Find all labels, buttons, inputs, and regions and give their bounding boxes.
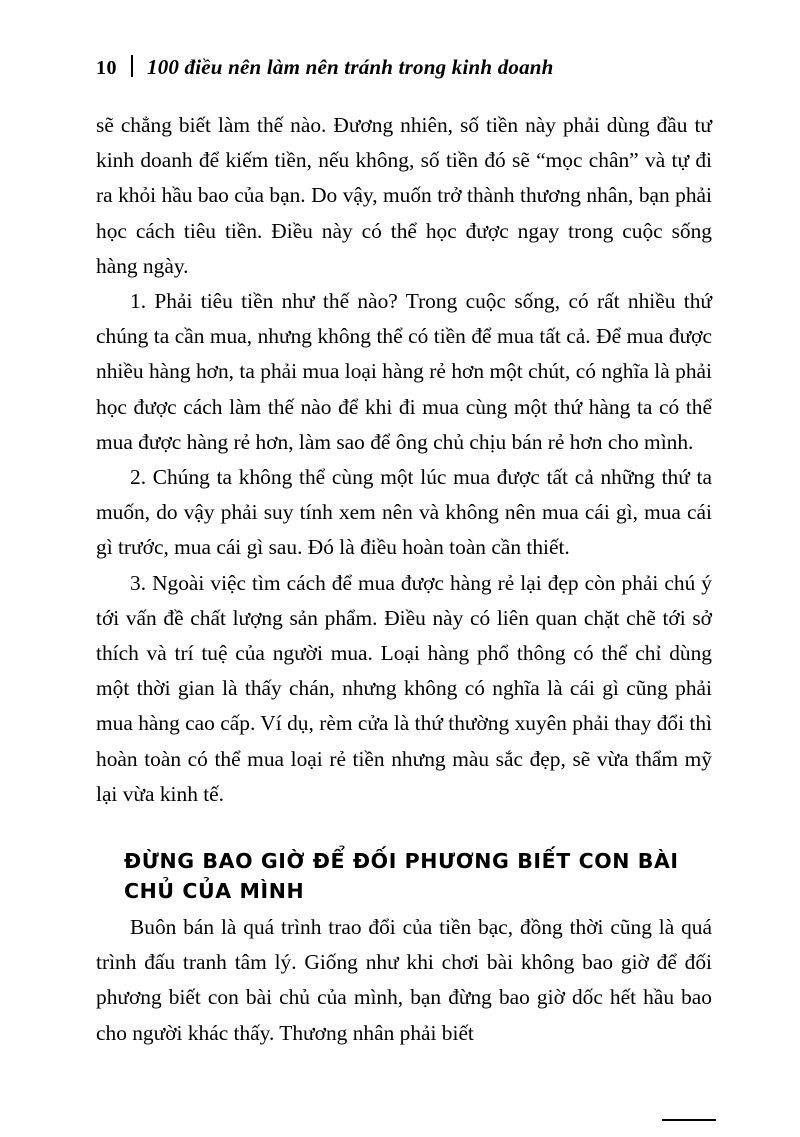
running-book-title: 100 điều nên làm nên tránh trong kinh doanh [147, 55, 554, 79]
paragraph: 3. Ngoài việc tìm cách để mua được hàng rẻ lại đẹp còn phải chú ý tới vấn đề chất lượng sản phẩm. Điều này có liên quan chặt chẽ tới sở thích và trí tuệ của người mua. Loại hàng phổ thông có thể chỉ dùng một thời gian là thấy chán, nhưng không có nghĩa là cái gì cũng phải mua hàng cao cấp. Ví dụ, rèm cửa là thứ thường xuyên phải thay đổi thì hoàn toàn có thể mua loại rẻ tiền nhưng màu sắc đẹp, sẽ vừa thẩm mỹ lại vừa kinh tế. [96, 570, 712, 806]
paragraph: 1. Phải tiêu tiền như thế nào? Trong cuộc sống, có rất nhiều thứ chúng ta cần mua, nhưng không thể có tiền để mua tất cả. Để mua được nhiều hàng hơn, ta phải mua loại hàng rẻ hơn một chút, có nghĩa là phải học được cách làm thế nào để khi đi mua cùng một thứ hàng ta có thể mua được hàng rẻ hơn, làm sao để ông chủ chịu bán rẻ hơn cho mình. [96, 289, 712, 454]
section-heading: ĐỪNG BAO GIỜ ĐỂ ĐỐI PHƯƠNG BIẾT CON BÀI CHỦ CỦA MÌNH [124, 849, 679, 904]
paragraph: 2. Chúng ta không thể cùng một lúc mua được tất cả những thứ ta muốn, do vậy phải suy tính xem nên và không nên mua cái gì, mua cái gì trước, mua cái gì sau. Đó là điều hoàn toàn cần thiết. [96, 465, 712, 560]
page-number: 10 [96, 57, 117, 79]
footer-rule [662, 1119, 716, 1121]
page-header [96, 52, 716, 80]
paragraph: sẽ chẳng biết làm thế nào. Đương nhiên, số tiền này phải dùng đầu tư kinh doanh để kiếm tiền, nếu không, số tiền đó sẽ “mọc chân” và tự đi ra khỏi hầu bao của bạn. Do vậy, muốn trở thành thương nhân, bạn phải học cách tiêu tiền. Điều này có thể học được ngay trong cuộc sống hàng ngày. [96, 113, 712, 278]
page-body [96, 108, 712, 1051]
paragraph: Buôn bán là quá trình trao đổi của tiền bạc, đồng thời cũng là quá trình đấu tranh tâm lý. Giống như khi chơi bài không bao giờ để đối phương biết con bài chủ của mình, bạn đừng bao giờ dốc hết hầu bao cho người khác thấy. Thương nhân phải biết [96, 915, 712, 1045]
header-divider [131, 55, 133, 77]
